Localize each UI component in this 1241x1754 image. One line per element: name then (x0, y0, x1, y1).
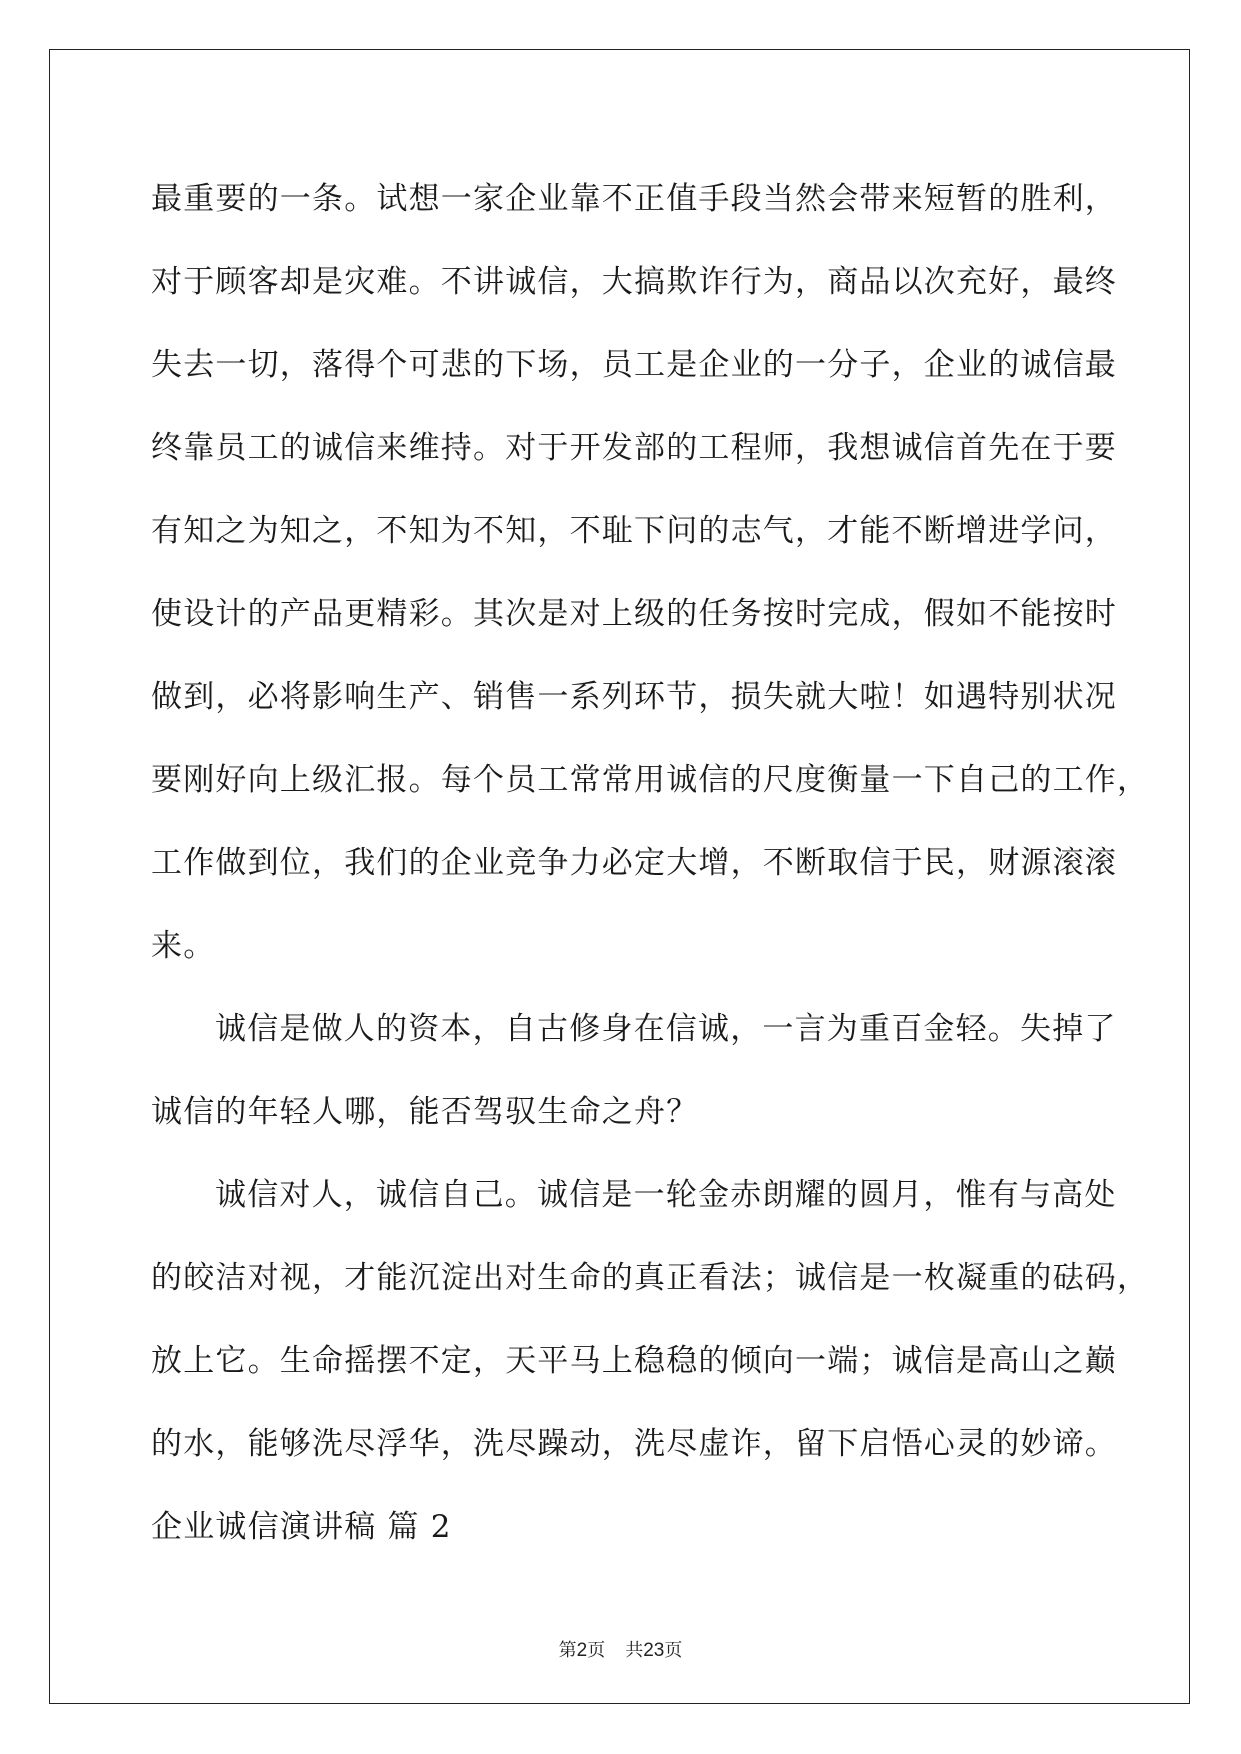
text-line: 做到，必将影响生产、销售一系列环节，损失就大啦！如遇特别状况 (151, 679, 1117, 715)
document-body (151, 158, 1150, 1569)
page-footer (0, 1636, 1241, 1662)
text-line: 诚信对人，诚信自己。诚信是一轮金赤朗耀的圆月，惟有与高处 (215, 1177, 1117, 1213)
total-suffix: 页 (664, 1640, 683, 1661)
text-line: 失去一切，落得个可悲的下场，员工是企业的一分子，企业的诚信最 (151, 347, 1117, 383)
total-pages: 23 (643, 1640, 665, 1661)
total-prefix: 共 (625, 1640, 644, 1661)
text-line: 有知之为知之，不知为不知，不耻下问的志气，才能不断增进学问， (151, 513, 1117, 549)
text-line: 诚信是做人的资本，自古修身在信诚，一言为重百金轻。失掉了 (215, 1011, 1117, 1047)
text-line: 的水，能够洗尽浮华，洗尽躁动，洗尽虚诈，留下启悟心灵的妙谛。 (151, 1426, 1117, 1462)
text-line: 诚信的年轻人哪，能否驾驭生命之舟？ (151, 1094, 699, 1130)
text-line: 对于顾客却是灾难。不讲诚信，大搞欺诈行为，商品以次充好，最终 (151, 264, 1117, 300)
text-line: 企业诚信演讲稿 篇 2 (151, 1509, 452, 1545)
text-line: 来。 (151, 928, 216, 964)
text-line: 放上它。生命摇摆不定，天平马上稳稳的倾向一端；诚信是高山之巅 (151, 1343, 1117, 1379)
text-line: 要刚好向上级汇报。每个员工常常用诚信的尺度衡量一下自己的工作， (151, 762, 1150, 798)
text-line: 终靠员工的诚信来维持。对于开发部的工程师，我想诚信首先在于要 (151, 430, 1117, 466)
text-line: 工作做到位，我们的企业竞争力必定大增，不断取信于民，财源滚滚 (151, 845, 1117, 881)
text-line: 使设计的产品更精彩。其次是对上级的任务按时完成，假如不能按时 (151, 596, 1117, 632)
page-suffix: 页 (587, 1640, 606, 1661)
text-line: 最重要的一条。试想一家企业靠不正值手段当然会带来短暂的胜利， (151, 181, 1117, 217)
text-line: 的皎洁对视，才能沉淀出对生命的真正看法；诚信是一枚凝重的砝码， (151, 1260, 1150, 1296)
page-prefix: 第 (558, 1640, 577, 1661)
page-number: 2 (576, 1640, 588, 1661)
